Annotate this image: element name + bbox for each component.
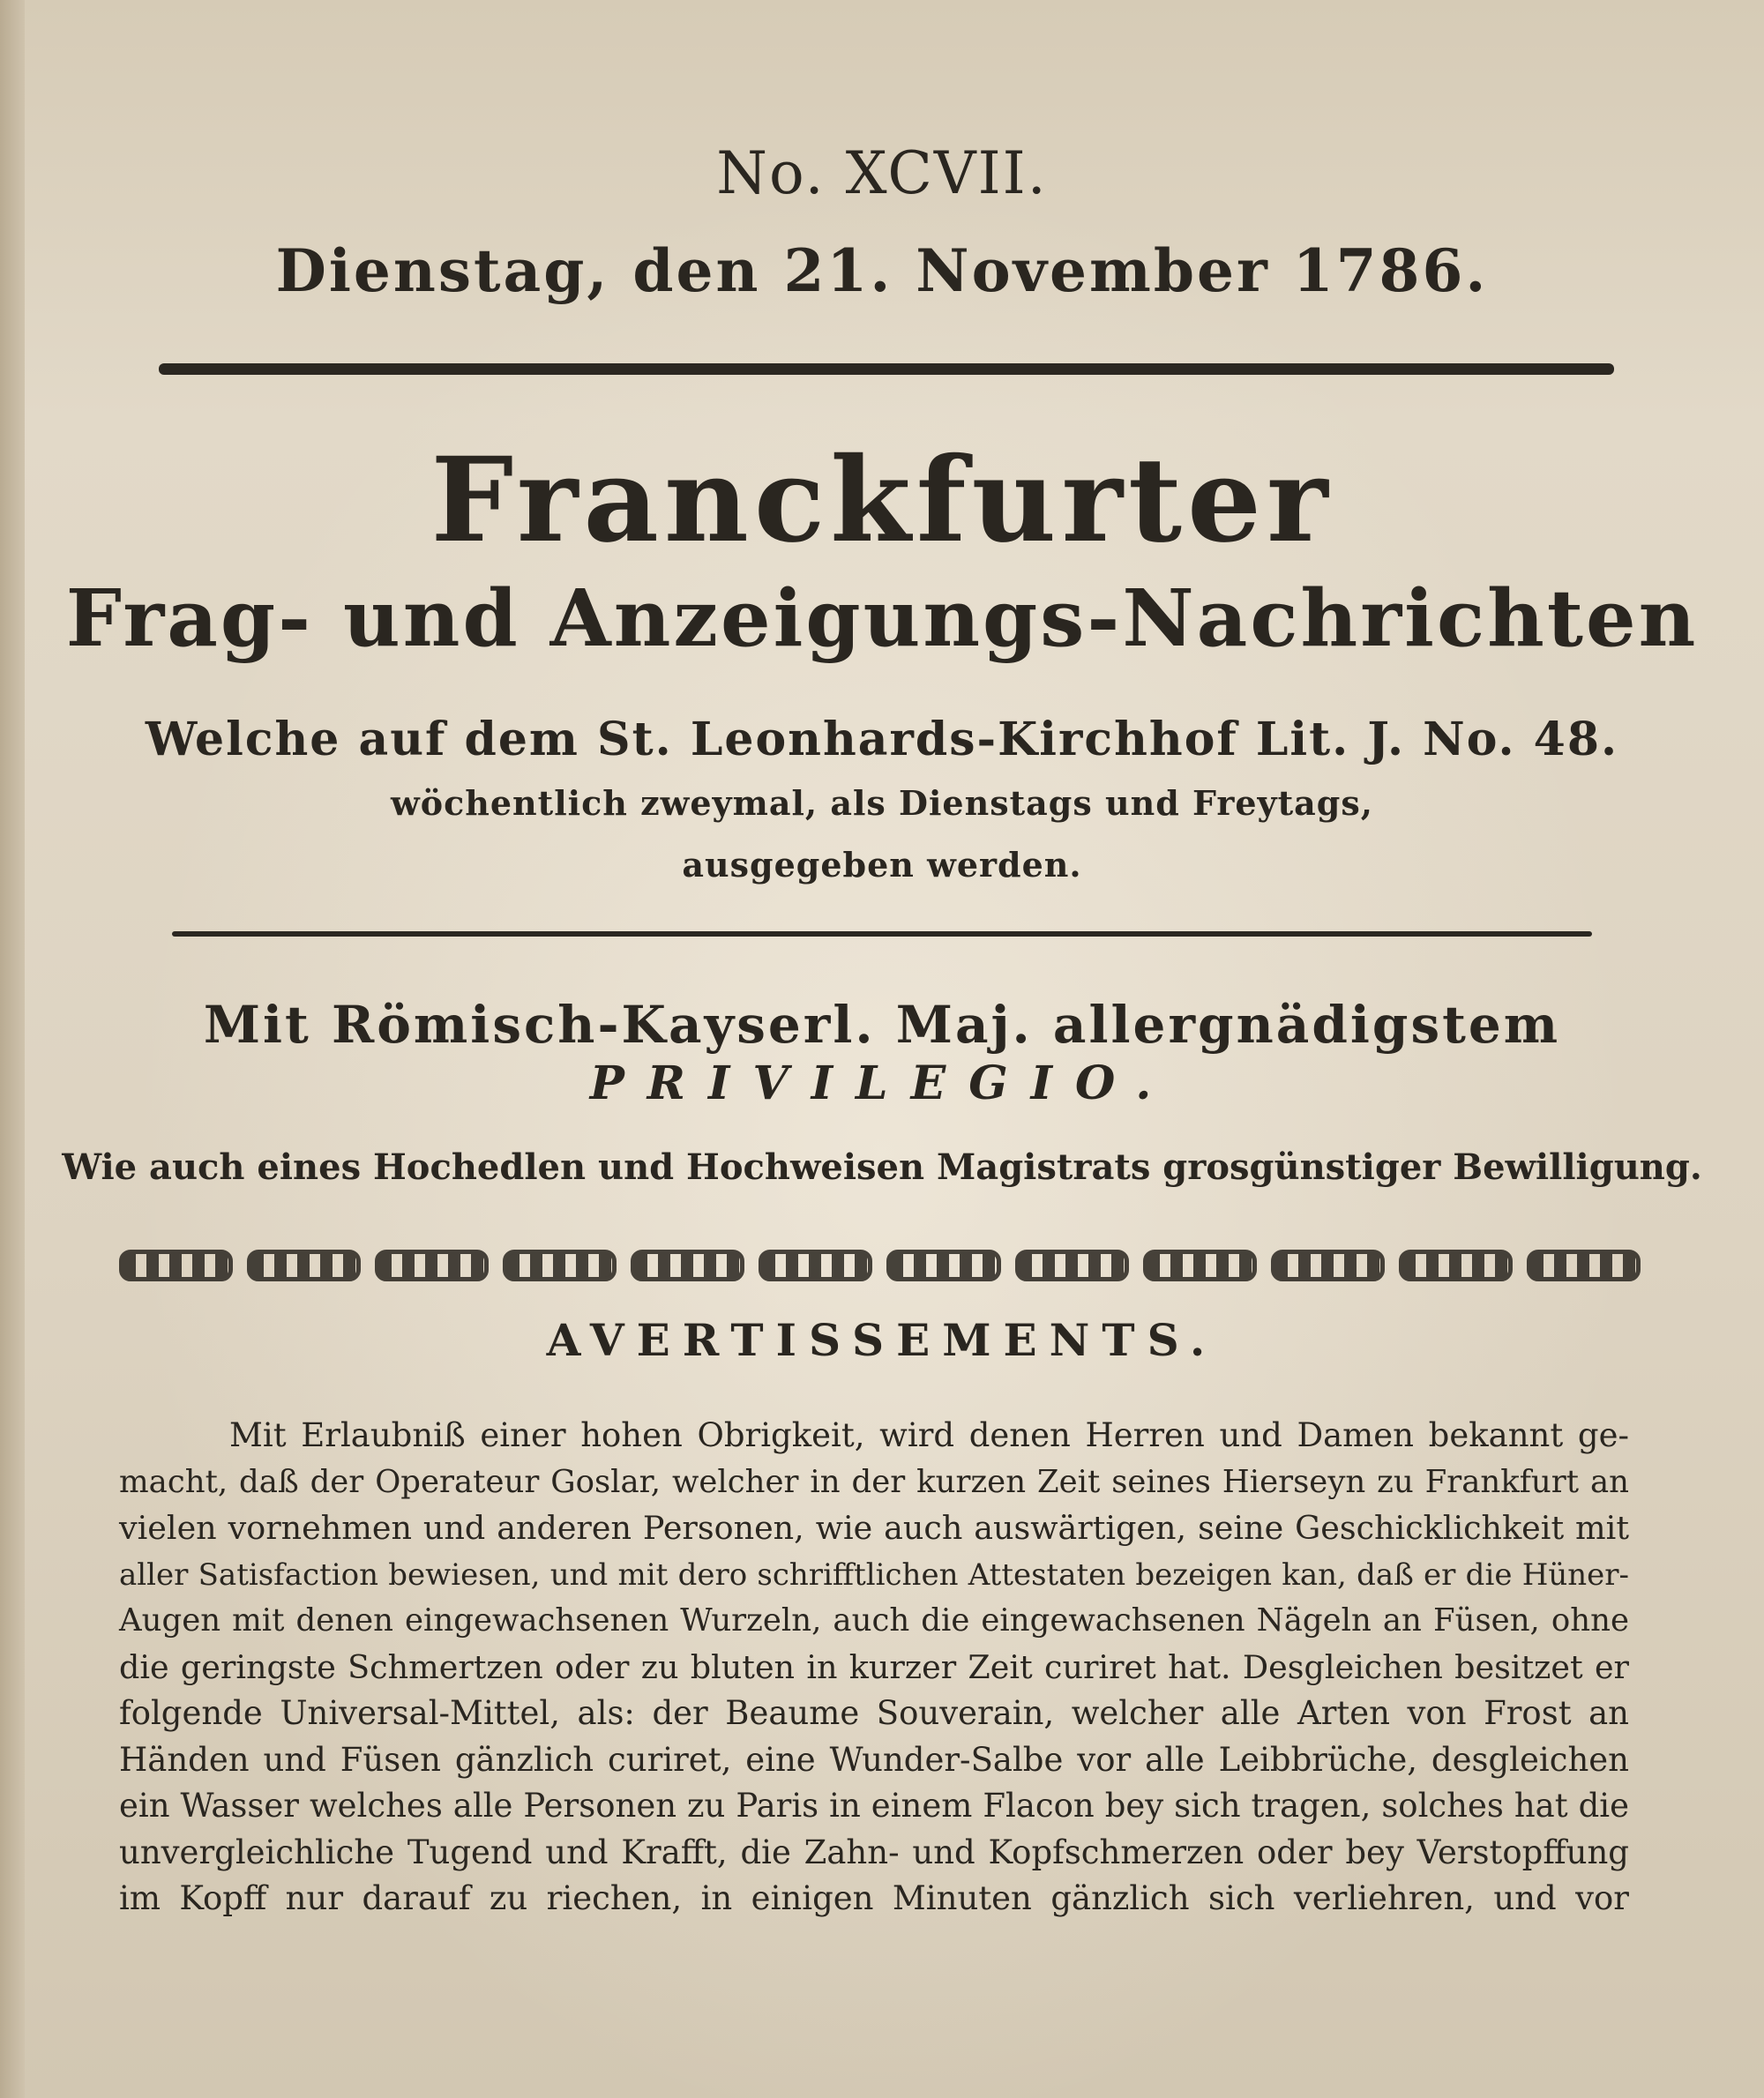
ornament-segment [375, 1250, 489, 1281]
text-line: ein Wasser welches alle Personen zu Paris in einem Flacon bey sich tragen, solches hat die [119, 1787, 1629, 1825]
masthead-subtitle-address: Welche auf dem St. Leonhards-Kirchhof Lit. J. No. 48. [145, 713, 1619, 766]
privilege-word: PRIVILEGIO. [589, 1056, 1175, 1110]
ornament-segment [1015, 1250, 1129, 1281]
ornament-segment [1271, 1250, 1385, 1281]
text-line: Mit Erlaubniß einer hohen Obrigkeit, wird denen Herren und Damen bekannt ge- [229, 1416, 1629, 1454]
ornament-segment [119, 1250, 233, 1281]
text-line: im Kopff nur darauf zu riechen, in einigen Minuten gänzlich sich verliehren, und vor [119, 1879, 1629, 1917]
issue-number: No. XCVII. [716, 139, 1048, 207]
text-line: macht, daß der Operateur Goslar, welcher in der kurzen Zeit seines Hierseyn zu Frankfurt an [119, 1463, 1629, 1500]
ornamental-divider [119, 1251, 1641, 1280]
text-line: unvergleichliche Tugend und Krafft, die Zahn- und Kopfschmerzen oder bey Verstopffung [119, 1833, 1629, 1871]
ornament-segment [1143, 1250, 1257, 1281]
ornament-segment [1527, 1250, 1641, 1281]
masthead-subtitle-frequency: wöchentlich zweymal, als Dienstags und Freytags, [391, 783, 1373, 823]
text-line: folgende Universal-Mittel, als: der Beaume Souverain, welcher alle Arten von Frost an [119, 1694, 1629, 1732]
ornament-segment [631, 1250, 744, 1281]
text-line: aller Satisfaction bewiesen, und mit dero schrifftlichen Attestaten bezeigen kan, daß er die Hüner- [119, 1557, 1629, 1593]
magistrate-approval-line: Wie auch eines Hochedlen und Hochweisen Magistrats grosgünstiger Bewilligung. [62, 1146, 1702, 1188]
text-line: Augen mit denen eingewachsenen Wurzeln, auch die eingewachsenen Nägeln an Füsen, ohne [119, 1602, 1629, 1639]
ornament-segment [759, 1250, 872, 1281]
ornament-segment [247, 1250, 361, 1281]
text-line: die geringste Schmertzen oder zu bluten in kurzer Zeit curiret hat. Desgleichen besitzet er [119, 1647, 1629, 1686]
privilege-line: Mit Römisch-Kayserl. Maj. allergnädigstem [203, 995, 1561, 1055]
masthead-subtitle-issued: ausgegeben werden. [682, 845, 1082, 885]
advertisement-text [119, 1413, 1629, 1923]
issue-date: Dienstag, den 21. November 1786. [275, 236, 1489, 305]
ornament-segment [1399, 1250, 1513, 1281]
header-rule [159, 363, 1614, 375]
text-line: Händen und Füsen gänzlich curiret, eine Wunder-Salbe vor alle Leibbrüche, desgleichen [119, 1740, 1629, 1779]
section-heading: AVERTISSEMENTS. [546, 1314, 1218, 1366]
ornament-segment [886, 1250, 1000, 1281]
masthead-title-line2: Frag- und Anzeigungs-Nachrichten [65, 571, 1699, 664]
masthead-rule [172, 931, 1592, 937]
masthead-title-line1: Franckfurter [430, 432, 1334, 569]
ornament-segment [503, 1250, 617, 1281]
text-line: vielen vornehmen und anderen Personen, wie auch auswärtigen, seine Geschicklichkeit mit [119, 1509, 1629, 1547]
